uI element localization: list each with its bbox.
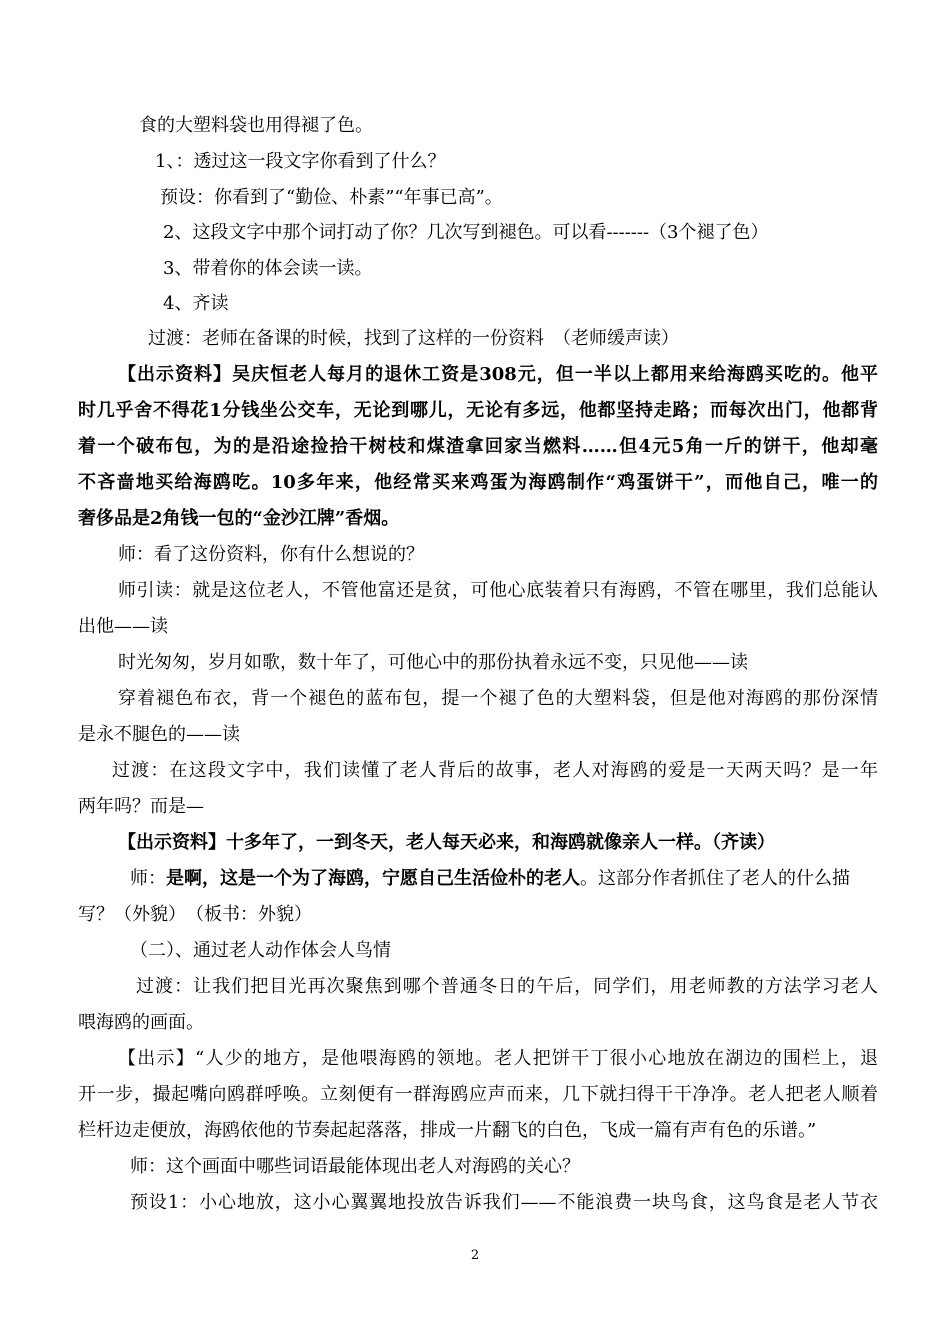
material-line: 着一个破布包，为的是沿途捡拾干树枝和煤渣拿回家当燃料……但4元5角一斤的饼干，他却毫 (78, 436, 878, 457)
quote-line: 栏杆边走便放，海鸥依他的节奏起起落落，排成一片翻飞的白色，飞成一篇有声有色的乐谱。” (78, 1120, 817, 1141)
section-heading: （二）、通过老人动作体会人鸟情 (130, 940, 391, 961)
text-line: 是永不腿色的——读 (78, 724, 240, 745)
material-line: 【出示资料】十多年了，一到冬天，老人每天必来，和海鸥就像亲人一样。（齐读） (118, 832, 775, 853)
preset-line: 预设1：小心地放，这小心翼翼地投放告诉我们——不能浪费一块鸟食，这鸟食是老人节衣 (130, 1192, 878, 1213)
text-line: 穿着褪色布衣，背一个褪色的蓝布包，提一个褪了色的大塑料袋，但是他对海鸥的那份深情 (118, 688, 878, 709)
transition-line: 过渡：老师在备课的时候，找到了这样的一份资料 （老师缓声读） (148, 328, 679, 349)
teacher-line: 师：这个画面中哪些词语最能体现出老人对海鸥的关心？ (130, 1156, 580, 1177)
teacher-summary-line (130, 867, 878, 891)
question-3: 3、带着你的体会读一读。 (163, 258, 373, 279)
transition-line: 过渡：让我们把目光再次聚焦到哪个普通冬日的午后，同学们，用老师教的方法学习老人 (136, 976, 878, 997)
question-4: 4、齐读 (163, 293, 229, 314)
text-line: 两年吗？而是— (78, 796, 204, 817)
teacher-line: 师：看了这份资料，你有什么想说的？ (118, 544, 424, 565)
guided-reading-line: 师引读：就是这位老人，不管他富还是贫，可他心底装着只有海鸥，不管在哪里，我们总能认 (118, 580, 878, 601)
preset-line: 预设：你看到了“勤俭、朴素”“年事已高”。 (160, 187, 503, 208)
bold-phrase: 是啊，这是一个为了海鸥，宁愿自己生活俭朴的老人 (166, 868, 580, 889)
material-line: 奢侈品是2角钱一包的“金沙江牌”香烟。 (78, 508, 400, 529)
quote-line: 开一步，撮起嘴向鸥群呼唤。立刻便有一群海鸥应声而来，几下就扫得干干净净。老人把老人顺着 (78, 1084, 878, 1105)
transition-line: 过渡：在这段文字中，我们读懂了老人背后的故事，老人对海鸥的爱是一天两天吗？是一年 (112, 760, 878, 781)
text-line: 写？（外貌） （板书：外貌） (78, 904, 312, 925)
speaker-label: 师： (130, 868, 166, 889)
text-span: 。这部分作者抓住了老人的什么描 (580, 868, 850, 889)
text-line: 喂海鸥的画面。 (78, 1012, 204, 1033)
text-line: 食的大塑料袋也用得褪了色。 (139, 115, 373, 136)
material-line: 不吝啬地买给海鸥吃。10多年来，他经常买来鸡蛋为海鸥制作“鸡蛋饼干”，而他自己，唯一的 (78, 472, 878, 493)
page-number: 2 (470, 1248, 480, 1263)
text-line: 时光匆匆，岁月如歌，数十年了，可他心中的那份执着永远不变，只见他——读 (118, 652, 748, 673)
quote-line: 【出示】“人少的地方，是他喂海鸥的领地。老人把饼干丁很小心地放在湖边的围栏上，退 (118, 1048, 878, 1069)
question-2: 2、这段文字中那个词打动了你？几次写到褪色。可以看-------（3个褪了色） (163, 222, 769, 243)
text-line: 出他——读 (78, 616, 168, 637)
material-line: 【出示资料】吴庆恒老人每月的退休工资是308元，但一半以上都用来给海鸥买吃的。他平 (118, 364, 878, 385)
question-1: 1、：透过这一段文字你看到了什么？ (155, 151, 446, 172)
material-line: 时几乎舍不得花1分钱坐公交车，无论到哪儿，无论有多远，他都坚持走路；而每次出门，他都背 (78, 400, 878, 421)
